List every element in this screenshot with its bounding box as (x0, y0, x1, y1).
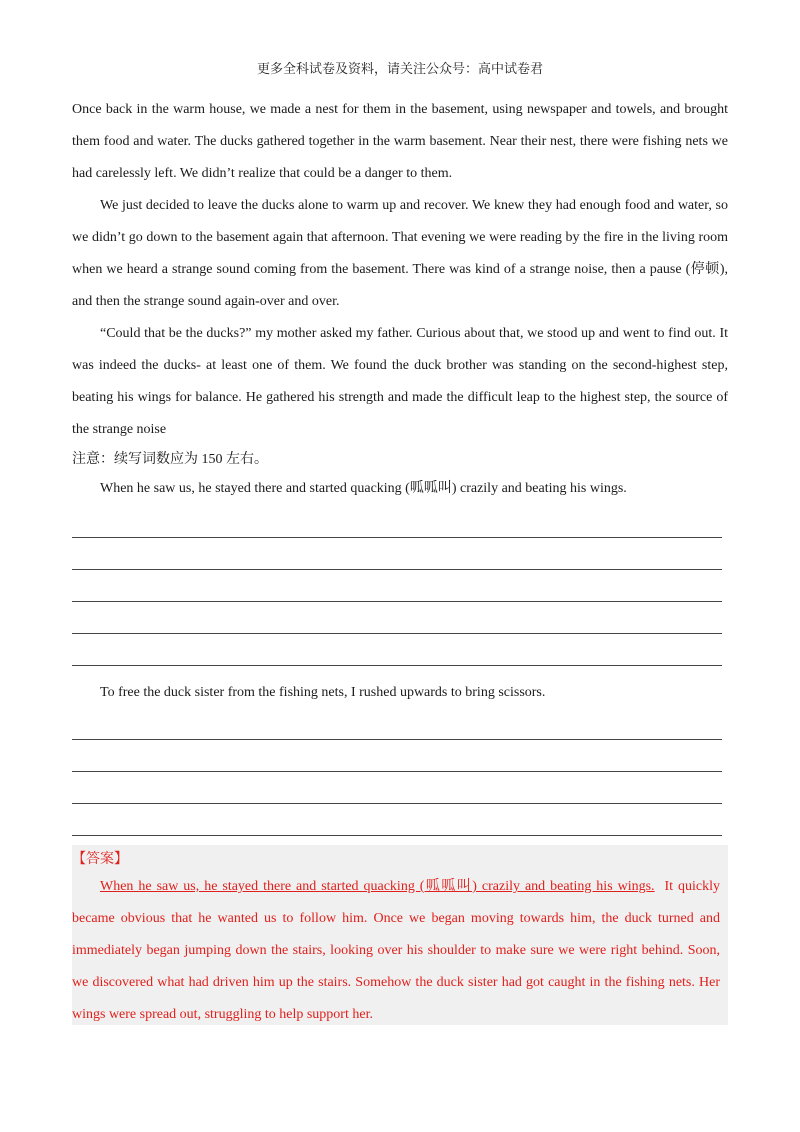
page-header: 更多全科试卷及资料，请关注公众号：高中试卷君 (256, 61, 543, 76)
writing-line[interactable] (72, 740, 722, 772)
passage-paragraph-2: We just decided to leave the ducks alone to warm up and recover. We knew they had enough food and water, so we didn’t go down to the basement again that afternoon. That evening we were reading by the fire in the living room when we heard a strange sound coming from the basement. There was kind of a strange noise, then a pause (停顿), and then the strange sound again-over and over. (72, 198, 728, 309)
writing-line[interactable] (72, 570, 722, 602)
passage-paragraph-1: Once back in the warm house, we made a nest for them in the basement, using newspaper and towels, and brought them food and water. The ducks gathered together in the warm basement. Near their nest, there were fishing nets we had carelessly left. We didn’t realize that could be a danger to them. (72, 102, 728, 181)
answer-continuation: It quickly became obvious that he wanted us to follow him. Once we began moving towards him, the duck turned and immediately began jumping down the stairs, looking over his shoulder to make sure we were right behind. Soon, we discovered what had driven him up the stairs. Somehow the duck sister had got caught in the fishing nets. Her wings were spread out, struggling to help support her. (72, 879, 721, 1022)
answer-title: 【答案】 (72, 852, 128, 867)
writing-line[interactable] (72, 804, 722, 836)
writing-line[interactable] (72, 634, 722, 666)
writing-lines-2 (72, 708, 722, 868)
writing-lines-1 (72, 506, 722, 666)
writing-line[interactable] (72, 538, 722, 570)
answer-underlined-sentence: When he saw us, he stayed there and started quacking (呱呱叫) crazily and beating his wings. (100, 879, 655, 894)
writing-line[interactable] (72, 506, 722, 538)
document-body (72, 94, 728, 868)
answer-text (72, 871, 720, 1031)
writing-line[interactable] (72, 708, 722, 740)
word-count-note: 注意：续写词数应为 150 左右。 (72, 452, 268, 467)
continuation-prompt-2: To free the duck sister from the fishing nets, I rushed upwards to bring scissors. (100, 685, 546, 700)
passage-paragraph-3: “Could that be the ducks?” my mother asked my father. Curious about that, we stood up and went to find out. It was indeed the ducks- at least one of them. We found the duck brother was standing on the second-highest step, beating his wings for balance. He gathered his strength and made the difficult leap to the highest step, the source of the strange noise (72, 326, 728, 437)
writing-line[interactable] (72, 772, 722, 804)
answer-section (72, 845, 728, 1025)
writing-line[interactable] (72, 602, 722, 634)
continuation-prompt-1: When he saw us, he stayed there and started quacking (呱呱叫) crazily and beating his wings. (100, 481, 627, 496)
